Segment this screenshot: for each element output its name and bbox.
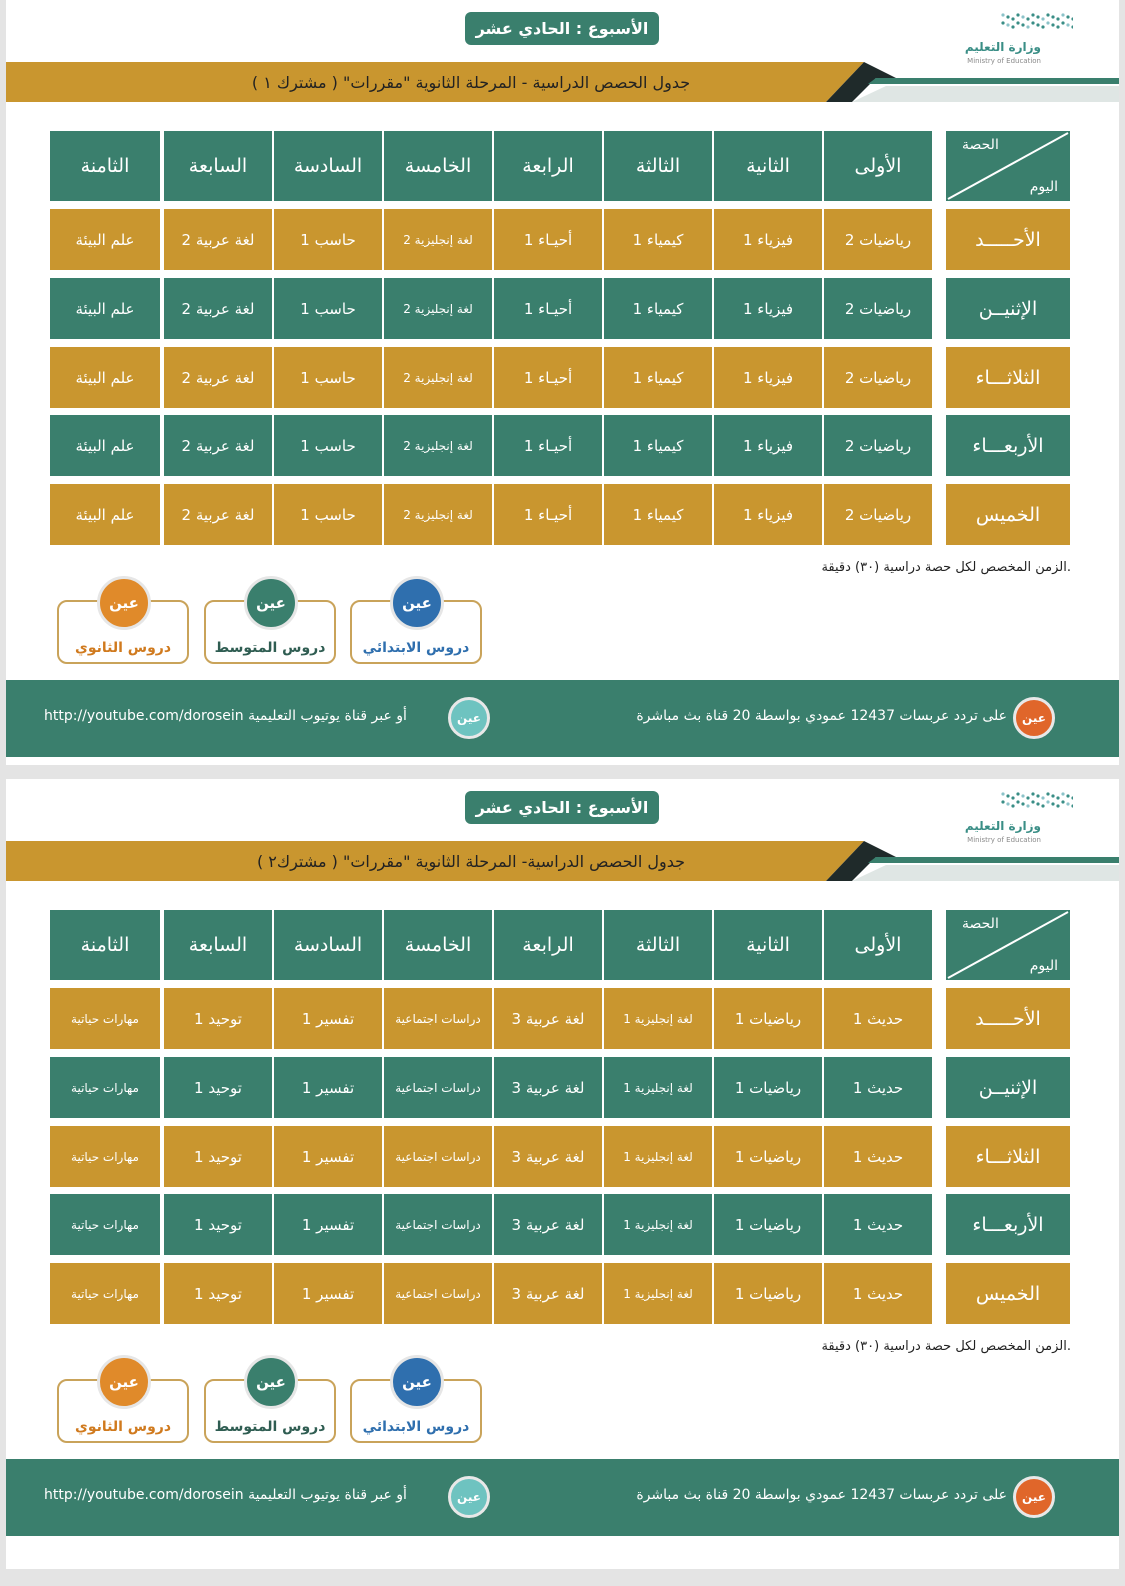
subject-cell: فيزياء 1	[714, 484, 822, 545]
logo-text-en: Ministry of Education	[967, 57, 1041, 65]
subject-cell: مهارات حياتية	[50, 1194, 160, 1255]
channel-card-label: دروس المتوسط	[214, 640, 326, 656]
subject-cell: كيمياء 1	[604, 278, 712, 339]
channel-card-label: دروس الثانوي	[74, 640, 172, 656]
subject-cell: تفسير 1	[274, 1057, 382, 1118]
subject-cell: فيزياء 1	[714, 278, 822, 339]
subject-cell: لغة عربية 3	[494, 988, 602, 1049]
subject-cell: رياضيات 1	[714, 1057, 822, 1118]
ministry-logo-icon	[999, 10, 1073, 34]
day-cell: الأربعـــاء	[946, 1194, 1070, 1255]
subject-cell: لغة إنجليزية 1	[604, 988, 712, 1049]
subject-cell: أحيـاء 1	[494, 415, 602, 476]
subject-cell: رياضيات 2	[824, 484, 932, 545]
schedule-title: جدول الحصص الدراسية - المرحلة الثانوية "مقررات" ( مشترك ١ )	[251, 72, 691, 92]
period-header: الرابعة	[494, 910, 602, 980]
ein-channel-logo-icon: عين	[1013, 697, 1055, 739]
subject-cell: توحيد 1	[164, 1263, 272, 1324]
period-header: الأولى	[824, 910, 932, 980]
ein-youtube-logo-icon: عين	[448, 1476, 490, 1518]
subject-cell: حديث 1	[824, 1194, 932, 1255]
subject-cell: دراسات اجتماعية	[384, 988, 492, 1049]
day-cell: الخميس	[946, 484, 1070, 545]
subject-cell: توحيد 1	[164, 988, 272, 1049]
subject-cell: توحيد 1	[164, 1057, 272, 1118]
subject-cell: دراسات اجتماعية	[384, 1057, 492, 1118]
period-header: السادسة	[274, 910, 382, 980]
subject-cell: أحيـاء 1	[494, 347, 602, 408]
subject-cell: دراسات اجتماعية	[384, 1263, 492, 1324]
subject-cell: رياضيات 2	[824, 415, 932, 476]
subject-cell: لغة عربية 3	[494, 1263, 602, 1324]
footer-bar	[6, 1459, 1119, 1536]
subject-cell: حاسب 1	[274, 347, 382, 408]
subject-cell: دراسات اجتماعية	[384, 1194, 492, 1255]
period-header: الخامسة	[384, 910, 492, 980]
subject-cell: فيزياء 1	[714, 347, 822, 408]
period-duration-note: الزمن المخصص لكل حصة دراسية (٣٠) دقيقة.	[821, 560, 1071, 575]
period-header: الثالثة	[604, 910, 712, 980]
satellite-info: على تردد عربسات 12437 عمودي بواسطة 20 قناة بث مباشرة	[636, 1487, 1007, 1503]
subject-cell: لغة عربية 2	[164, 278, 272, 339]
satellite-info: على تردد عربسات 12437 عمودي بواسطة 20 قناة بث مباشرة	[636, 708, 1007, 724]
day-cell: الثلاثـــاء	[946, 1126, 1070, 1187]
week-badge: الأسبوع : الحادي عشر	[465, 791, 659, 824]
subject-cell: تفسير 1	[274, 1194, 382, 1255]
subject-cell: لغة عربية 2	[164, 347, 272, 408]
corner-day-label: اليوم	[1029, 179, 1058, 195]
channel-card[interactable]	[204, 594, 336, 664]
ein-logo-icon: عين	[97, 576, 151, 630]
subject-cell: رياضيات 1	[714, 1263, 822, 1324]
subject-cell: حديث 1	[824, 988, 932, 1049]
ein-channel-logo-icon: عين	[1013, 1476, 1055, 1518]
subject-cell: رياضيات 2	[824, 278, 932, 339]
corner-day-label: اليوم	[1029, 958, 1058, 974]
ein-logo-icon: عين	[244, 576, 298, 630]
youtube-link[interactable]: http://youtube.com/dorosein أو عبر قناة يوتيوب التعليمية	[44, 708, 407, 724]
subject-cell: لغة إنجليزية 2	[384, 278, 492, 339]
ministry-logo	[951, 787, 1081, 845]
subject-cell: حديث 1	[824, 1263, 932, 1324]
channel-card-label: دروس الثانوي	[74, 1419, 172, 1435]
subject-cell: مهارات حياتية	[50, 988, 160, 1049]
corner-cell	[946, 910, 1070, 980]
subject-cell: تفسير 1	[274, 988, 382, 1049]
corner-cell	[946, 131, 1070, 201]
subject-cell: علم البيئة	[50, 278, 160, 339]
period-header: الخامسة	[384, 131, 492, 201]
logo-text-ar: وزارة التعليم	[964, 819, 1041, 833]
period-header: الثامنة	[50, 910, 160, 980]
day-cell: الأربعـــاء	[946, 415, 1070, 476]
subject-cell: حاسب 1	[274, 415, 382, 476]
channel-card[interactable]	[350, 594, 482, 664]
subject-cell: رياضيات 1	[714, 1126, 822, 1187]
subject-cell: علم البيئة	[50, 209, 160, 270]
subject-cell: فيزياء 1	[714, 209, 822, 270]
period-header: الثانية	[714, 131, 822, 201]
corner-period-label: الحصة	[962, 137, 999, 153]
subject-cell: لغة إنجليزية 2	[384, 415, 492, 476]
subject-cell: علم البيئة	[50, 347, 160, 408]
subject-cell: كيمياء 1	[604, 209, 712, 270]
day-cell: الأحـــــد	[946, 988, 1070, 1049]
subject-cell: لغة عربية 3	[494, 1126, 602, 1187]
ein-youtube-logo-icon: عين	[448, 697, 490, 739]
subject-cell: توحيد 1	[164, 1126, 272, 1187]
period-header: السادسة	[274, 131, 382, 201]
subject-cell: علم البيئة	[50, 415, 160, 476]
subject-cell: لغة عربية 2	[164, 415, 272, 476]
logo-text-en: Ministry of Education	[967, 836, 1041, 844]
period-header: الأولى	[824, 131, 932, 201]
channel-card[interactable]	[350, 1373, 482, 1443]
subject-cell: لغة إنجليزية 2	[384, 209, 492, 270]
subject-cell: لغة عربية 2	[164, 484, 272, 545]
subject-cell: لغة إنجليزية 1	[604, 1194, 712, 1255]
day-cell: الثلاثـــاء	[946, 347, 1070, 408]
subject-cell: كيمياء 1	[604, 484, 712, 545]
page-2	[6, 779, 1119, 1569]
period-header: الثالثة	[604, 131, 712, 201]
channel-card-label: دروس الابتدائي	[362, 1419, 470, 1435]
ein-logo-icon: عين	[390, 1355, 444, 1409]
subject-cell: تفسير 1	[274, 1263, 382, 1324]
subject-cell: مهارات حياتية	[50, 1057, 160, 1118]
subject-cell: رياضيات 2	[824, 347, 932, 408]
period-header: السابعة	[164, 910, 272, 980]
page-1	[6, 0, 1119, 765]
subject-cell: أحيـاء 1	[494, 209, 602, 270]
subject-cell: لغة إنجليزية 1	[604, 1263, 712, 1324]
subject-cell: أحيـاء 1	[494, 484, 602, 545]
subject-cell: رياضيات 1	[714, 988, 822, 1049]
subject-cell: لغة عربية 2	[164, 209, 272, 270]
logo-text-ar: وزارة التعليم	[964, 40, 1041, 54]
subject-cell: حاسب 1	[274, 278, 382, 339]
youtube-link[interactable]: http://youtube.com/dorosein أو عبر قناة يوتيوب التعليمية	[44, 1487, 407, 1503]
channel-card-label: دروس الابتدائي	[362, 640, 470, 656]
footer-bar	[6, 680, 1119, 757]
subject-cell: رياضيات 2	[824, 209, 932, 270]
schedule-title: جدول الحصص الدراسية- المرحلة الثانوية "مقررات" ( مشترك٢ )	[256, 851, 686, 871]
ministry-logo-icon	[999, 789, 1073, 813]
subject-cell: علم البيئة	[50, 484, 160, 545]
day-cell: الإثنيــن	[946, 1057, 1070, 1118]
day-cell: الأحـــــد	[946, 209, 1070, 270]
subject-cell: حديث 1	[824, 1057, 932, 1118]
period-header: السابعة	[164, 131, 272, 201]
period-duration-note: الزمن المخصص لكل حصة دراسية (٣٠) دقيقة.	[821, 1339, 1071, 1354]
ein-logo-icon: عين	[244, 1355, 298, 1409]
subject-cell: فيزياء 1	[714, 415, 822, 476]
subject-cell: دراسات اجتماعية	[384, 1126, 492, 1187]
ein-logo-icon: عين	[97, 1355, 151, 1409]
subject-cell: حاسب 1	[274, 484, 382, 545]
channel-card[interactable]	[57, 594, 189, 664]
subject-cell: لغة إنجليزية 1	[604, 1057, 712, 1118]
subject-cell: تفسير 1	[274, 1126, 382, 1187]
subject-cell: كيمياء 1	[604, 415, 712, 476]
ein-logo-icon: عين	[390, 576, 444, 630]
subject-cell: لغة عربية 3	[494, 1194, 602, 1255]
subject-cell: أحيـاء 1	[494, 278, 602, 339]
period-header: الثامنة	[50, 131, 160, 201]
day-cell: الخميس	[946, 1263, 1070, 1324]
channel-card[interactable]	[204, 1373, 336, 1443]
subject-cell: لغة إنجليزية 2	[384, 484, 492, 545]
week-badge: الأسبوع : الحادي عشر	[465, 12, 659, 45]
subject-cell: حاسب 1	[274, 209, 382, 270]
day-cell: الإثنيــن	[946, 278, 1070, 339]
corner-period-label: الحصة	[962, 916, 999, 932]
subject-cell: مهارات حياتية	[50, 1263, 160, 1324]
subject-cell: حديث 1	[824, 1126, 932, 1187]
subject-cell: لغة إنجليزية 1	[604, 1126, 712, 1187]
period-header: الثانية	[714, 910, 822, 980]
subject-cell: لغة إنجليزية 2	[384, 347, 492, 408]
ministry-logo	[951, 8, 1081, 66]
channel-card-label: دروس المتوسط	[214, 1419, 326, 1435]
period-header: الرابعة	[494, 131, 602, 201]
subject-cell: لغة عربية 3	[494, 1057, 602, 1118]
subject-cell: رياضيات 1	[714, 1194, 822, 1255]
channel-card[interactable]	[57, 1373, 189, 1443]
subject-cell: توحيد 1	[164, 1194, 272, 1255]
subject-cell: كيمياء 1	[604, 347, 712, 408]
subject-cell: مهارات حياتية	[50, 1126, 160, 1187]
